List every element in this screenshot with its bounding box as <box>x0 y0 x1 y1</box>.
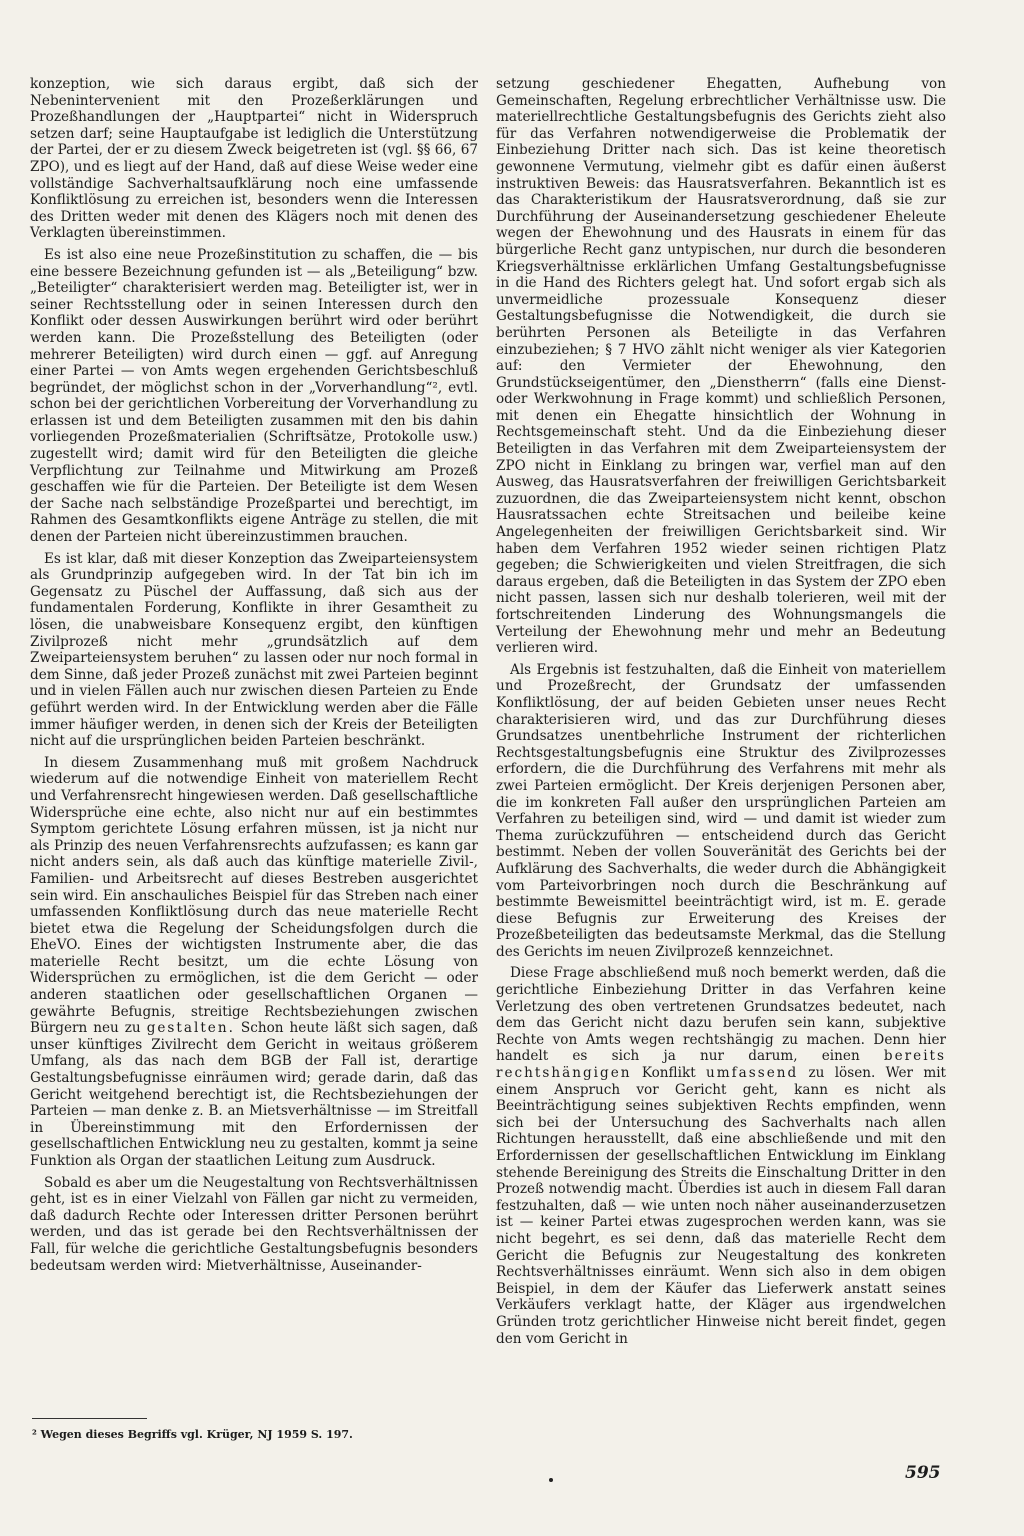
text-run: Diese Frage abschließend muß noch bemerkt werden, daß die gerichtliche Einbeziehung Dritter in das Verfahren keine Verletzung des oben vertretenen Grundsatzes bedeutet, nach dem das Gericht nicht dazu berufen sein kann, subjektive Rechte von Amts wegen rechtshängig zu machen. Denn hier handelt es sich ja nur darum, einen <box>496 965 946 1065</box>
right-column <box>496 76 946 1352</box>
text-run: Konflikt <box>641 1065 696 1082</box>
footnote: ² Wegen dieses Begriffs vgl. Krüger, NJ 1959 S. 197. <box>32 1428 353 1441</box>
paragraph: konzeption, wie sich daraus ergibt, daß sich der Nebenintervenient mit den Prozeßerklärungen und Prozeßhandlungen der „Hauptpartei“ nicht in Widerspruch setzen darf; seine Hauptaufgabe ist lediglich die Unterstützung der Partei, der er zu diesem Zweck beigetreten ist (vgl. §§ 66, 67 ZPO), und es liegt auf der Hand, daß auf diese Weise weder eine vollständige Sachverhaltsaufklärung noch eine umfassende Konfliktlösung zu erreichen ist, besonders wenn die Interessen des Dritten weder mit denen des Klägers noch mit denen des Verklagten übereinstimmen. <box>30 76 478 242</box>
paragraph <box>496 965 946 1347</box>
paragraph <box>30 755 478 1170</box>
text-run: zu lösen. Wer mit einem Anspruch vor Gericht geht, kann es nicht als Beeinträchtigung seines subjektiven Rechts empfinden, wenn sich bei der Untersuchung des Sachverhalts nach allen Richtungen herausstellt, daß eine abschließende und mit den Erfordernissen der gesellschaftlichen Entwicklung im Einklang stehende Bereinigung des Streits die Einschaltung Dritter in den Prozeß notwendig macht. Überdies ist auch in diesem Fall daran festzuhalten, daß — wie unten noch näher auseinanderzusetzen ist — keiner Partei etwas zugesprochen werden kann, was sie nicht begehrt, es sei denn, daß das materielle Recht dem Gericht die Befugnis zur Neugestaltung des konkreten Rechtsverhältnisses einräumt. Wenn sich also in dem obigen Beispiel, in dem der Käufer das Lieferwerk anstatt seines Verkäufers verklagt hatte, der Kläger aus irgendwelchen Gründen trotz gerichtlicher Hinweise nicht bereit findet, gegen den vom Gericht in <box>496 1065 947 1347</box>
footnote-rule <box>32 1418 147 1419</box>
paragraph: setzung geschiedener Ehegatten, Aufhebung von Gemeinschaften, Regelung erbrechtlicher Verhältnisse usw. Die materiellrechtliche Gestaltungsbefugnis des Gerichts zieht also für das Verfahren notwendigerweise die Problematik der Einbeziehung Dritter nach sich. Das ist keine theoretisch gewonnene Vermutung, vielmehr gibt es dafür einen äußerst instruktiven Beweis: das Hausratsverfahren. Bekanntlich ist es das Charakteristikum der Hausratsverordnung, daß sie zur Durchführung der Auseinandersetzung geschiedener Eheleute wegen der Ehewohnung und des Hausrats in einem für das bürgerliche Recht ganz untypischen, nur durch die besonderen Kriegsverhältnisse erklärlichen Umfang Gestaltungsbefugnisse in die Hand des Richters gelegt hat. Und sofort ergab sich als unvermeidliche prozessuale Konsequenz dieser Gestaltungsbefugnisse die Notwendigkeit, die durch sie berührten Personen als Beteiligte in das Verfahren einzubeziehen; § 7 HVO zählt nicht weniger als vier Kategorien auf: den Vermieter der Ehewohnung, den Grundstückseigentümer, den „Dienstherrn“ (falls eine Dienst- oder Werkwohnung in Frage kommt) und schließlich Personen, mit denen ein Ehegatte hinsichtlich der Wohnung in Rechtsgemeinschaft steht. Und da die Einbeziehung dieser Beteiligten in das Verfahren mit dem Zweiparteiensystem der ZPO nicht in Einklang zu bringen war, verfiel man auf den Ausweg, das Hausratsverfahren der freiwilligen Gerichtsbarkeit zuzuordnen, die das Zweiparteiensystem nicht kennt, obschon Hausratssachen echte Streitsachen und beileibe keine Angelegenheiten der freiwilligen Gerichtsbarkeit sind. Wir haben dem Verfahren 1952 wieder seinen richtigen Platz gegeben; die Schwierigkeiten und vielen Streitfragen, die sich daraus ergeben, daß die Beteiligten in das System der ZPO eben nicht passen, lassen sich nur deshalb tolerieren, weil mit der fortschreitenden Linderung des Wohnungsmangels die Verteilung der Ehewohnung mehr und mehr an Bedeutung verlieren wird. <box>496 76 946 657</box>
page-number: 595 <box>905 1463 941 1483</box>
spaced-emphasis: umfassend <box>705 1065 799 1082</box>
text-run: In diesem Zusammenhang muß mit großem Nachdruck wiederum auf die notwendige Einheit von materiellem Recht und Verfahrensrecht hingewiesen werden. Daß gesellschaftliche Widersprüche eine echte, also nicht nur auf ein bestimmtes Symptom gerichtete Lösung erfahren müssen, ist ja nicht nur als Prinzip des neuen Verfahrensrechts aufzufassen; es kann gar nicht anders sein, als daß auch das künftige materielle Zivil-, Familien- und Arbeitsrecht auf dieses Bestreben ausgerichtet sein wird. Ein anschauliches Beispiel für das Streben nach einer umfassenden Konfliktlösung durch das neue materielle Recht bietet etwa die Regelung der Scheidungsfolgen durch die EheVO. Eines der wichtigsten Instrumente aber, die das materielle Recht besitzt, um die echte Lösung von Widersprüchen zu ermöglichen, ist die dem Gericht — oder anderen staatlichen oder gesellschaftlichen Organen — gewährte Befugnis, streitige Rechtsbeziehungen zwischen Bürgern neu zu <box>30 754 478 1037</box>
print-dot <box>549 1478 553 1482</box>
spaced-emphasis: gestalten. <box>146 1020 235 1037</box>
paragraph: Es ist also eine neue Prozeßinstitution zu schaffen, die — bis eine bessere Bezeichnung gefunden ist — als „Beteiligung“ bzw. „Beteiligter“ charakterisiert werden mag. Beteiligter ist, wer in seiner Rechtsstellung oder in seinen Interessen durch den Konflikt oder dessen Auswirkungen berührt wird oder berührt werden kann. Die Prozeßstellung des Beteiligten (oder mehrerer Beteiligten) wird durch einen — ggf. auf Anregung einer Partei — von Amts wegen ergehenden Gerichtsbeschluß begründet, der möglichst schon in der „Vorverhandlung“², evtl. schon bei der gerichtlichen Vorbereitung der Vorverhandlung zu erlassen ist und dem Beteiligten zusammen mit den bis dahin vorliegenden Prozeßmaterialien (Schriftsätze, Protokolle usw.) zugestellt wird; damit wird für den Beteiligten die gleiche Verpflichtung zur Teilnahme und Mitwirkung am Prozeß geschaffen wie für die Parteien. Der Beteiligte ist dem Wesen der Sache nach selbständige Prozeßpartei und berechtigt, im Rahmen des Gesamtkonflikts eigene Anträge zu stellen, die mit denen der Parteien nicht übereinzustimmen brauchen. <box>30 246 478 546</box>
spaced-emphasis: bereits rechtshängigen <box>496 1048 946 1082</box>
left-column <box>30 76 478 1279</box>
paragraph: Als Ergebnis ist festzuhalten, daß die Einheit von materiellem und Prozeßrecht, der Grundsatz der umfassenden Konfliktlösung, der auf beiden Gebieten unser neues Recht charakterisieren wird, und das zur Durchführung dieses Grundsatzes unentbehrliche Instrument der richterlichen Rechtsgestaltungsbefugnis eine Struktur des Zivilprozesses erfordern, die die Durchführung des Verfahrens mit mehr als zwei Parteien ermöglicht. Der Kreis derjenigen Personen aber, die im konkreten Fall außer den ursprünglichen Parteien am Verfahren zu beteiligen sind, wird — und damit ist wieder zum Thema zurückzuführen — entscheidend durch das Gericht bestimmt. Neben der vollen Souveränität des Gerichts bei der Aufklärung des Sachverhalts, die weder durch die Abhängigkeit vom Parteivorbringen noch durch die Beschränkung auf bestimmte Beweismittel beeinträchtigt wird, ist m. E. gerade diese Befugnis zur Erweiterung des Kreises der Prozeßbeteiligten das bedeutsamste Merkmal, das die Stellung des Gerichts im neuen Zivilprozeß kennzeichnet. <box>496 661 946 960</box>
paragraph: Sobald es aber um die Neugestaltung von Rechtsverhältnissen geht, ist es in einer Vielzahl von Fällen gar nicht zu vermeiden, daß dadurch Rechte oder Interessen dritter Personen berührt werden, und das ist gerade bei den Rechtsverhältnissen der Fall, für welche die gerichtliche Gestaltungsbefugnis besonders bedeutsam werden wird: Mietverhältnisse, Auseinander- <box>30 1174 478 1274</box>
paragraph: Es ist klar, daß mit dieser Konzeption das Zweiparteiensystem als Grundprinzip aufgegeben wird. In der Tat bin ich im Gegensatz zu Püschel der Auffassung, daß sich aus der fundamentalen Forderung, Konflikte in ihrer Gesamtheit zu lösen, die unabweisbare Konsequenz ergibt, den künftigen Zivilprozeß nicht mehr „grundsätzlich auf dem Zweiparteiensystem beruhen“ zu lassen oder nur noch formal in dem Sinne, daß jeder Prozeß zunächst mit zwei Parteien beginnt und in vielen Fällen auch nur zwischen diesen Parteien zu Ende geführt werden wird. In der Entwicklung werden aber die Fälle immer häufiger werden, in denen sich der Kreis der Beteiligten nicht auf die ursprünglichen beiden Parteien beschränkt. <box>30 550 478 750</box>
text-run: Schon heute läßt sich sagen, daß unser künftiges Zivilrecht dem Gericht in weitaus größerem Umfang, als das nach dem BGB der Fall ist, derartige Gestaltungsbefugnisse einräumen wird; gerade darin, daß das Gericht weitgehend berechtigt ist, die Rechtsbeziehungen der Parteien — man denke z. B. an Mietsverhältnisse — im Streitfall in Übereinstimmung mit den Erfordernissen der gesellschaftlichen Entwicklung neu zu gestalten, kommt ja seine Funktion als Organ der staatlichen Leitung zum Ausdruck. <box>30 1020 479 1169</box>
